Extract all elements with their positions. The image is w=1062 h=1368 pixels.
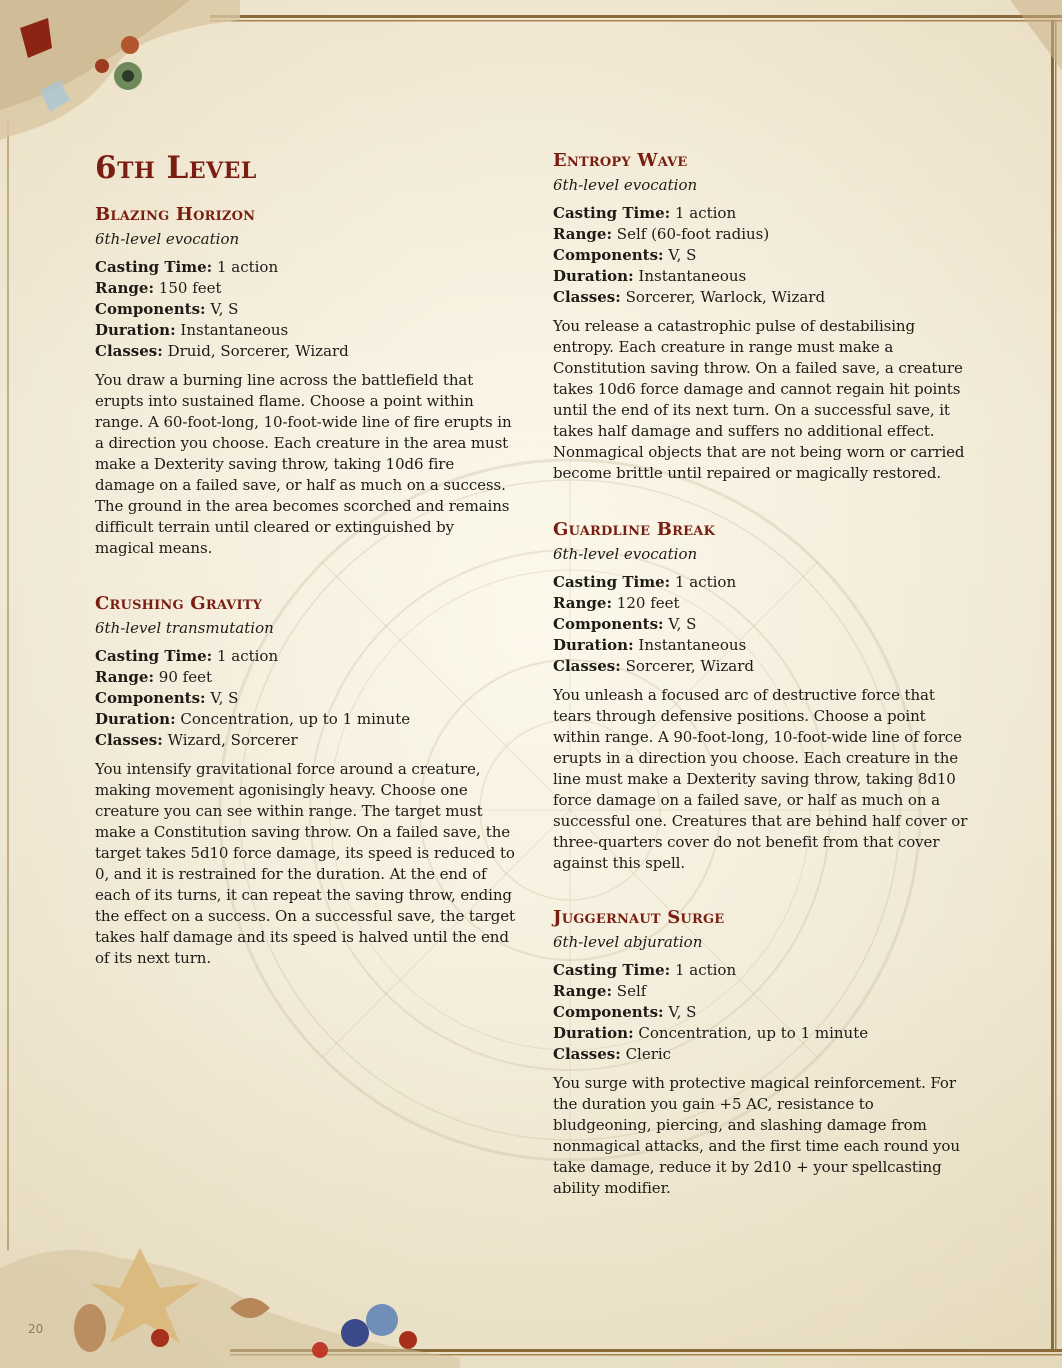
spell-description: You release a catastrophic pulse of destabilising entropy. Each creature in range must make a Constitution saving throw. On a failed save, a creature takes 10d6 force damage and cannot regain hit points until the end of its next turn. On a successful save, it takes half damage and suffers no additional effect. Nonmagical objects that are not being worn or carried become brittle until repaired or magically restored.: [553, 317, 965, 482]
spell-entropy-wave: [553, 149, 973, 484]
stat-label: Casting Time:: [553, 573, 671, 591]
stat-label: Classes:: [553, 288, 621, 306]
page-number: 20: [28, 1322, 44, 1336]
stat-label: Classes:: [95, 342, 163, 360]
spell-name: Guardline Break: [553, 519, 716, 540]
stat-label: Components:: [95, 689, 206, 707]
stat-range: [553, 593, 973, 614]
spell-name: Blazing Horizon: [95, 204, 256, 225]
stat-components: [553, 614, 973, 635]
stat-label: Classes:: [95, 731, 163, 749]
stat-label: Components:: [553, 1003, 664, 1021]
stat-components: [95, 299, 515, 320]
stat-value: 120 feet: [616, 594, 680, 612]
stat-classes: [95, 730, 515, 751]
stat-label: Casting Time:: [95, 258, 213, 276]
stat-range: [553, 224, 973, 245]
spell-school: 6th-level transmutation: [95, 619, 274, 637]
stat-value: 1 action: [216, 258, 279, 276]
stat-label: Range:: [95, 279, 155, 297]
stat-value: V, S: [210, 689, 239, 707]
stat-range: [553, 981, 973, 1002]
stat-label: Casting Time:: [553, 204, 671, 222]
stat-components: [553, 1002, 973, 1023]
stat-value: Instantaneous: [638, 267, 747, 285]
frame-right-border: [1048, 20, 1058, 1350]
spell-description: You surge with protective magical reinforcement. For the duration you gain +5 AC, resistance to bludgeoning, piercing, and slashing damage from nonmagical attacks, and the first time each round you take damage, reduce it by 2d10 + your spellcasting ability modifier.: [553, 1074, 960, 1197]
stat-value: 90 feet: [158, 668, 212, 686]
stat-classes: [553, 1044, 973, 1065]
spell-description: You unleash a focused arc of destructive force that tears through defensive positions. Choose a point within range. A 90-foot-long, 10-foot-wide line of force erupts in a direction you choose. Each creature in the line must make a Dexterity saving throw, taking 8d10 force damage on a failed save, or half as much on a successful one. Creatures that are behind half cover or three-quarters cover do not benefit from that cover against this spell.: [553, 686, 968, 872]
spell-description: You draw a burning line across the battlefield that erupts into sustained flame. Choose a point within range. A 60-foot-long, 10-foot-wide line of fire erupts in a direction you choose. Each creature in the area must make a Dexterity saving throw, taking 10d6 fire damage on a failed save, or half as much on a success. The ground in the area becomes scorched and remains difficult terrain until cleared or extinguished by magical means.: [95, 371, 512, 557]
spell-crushing-gravity: [95, 592, 515, 969]
spell-name: Entropy Wave: [553, 150, 688, 171]
stat-label: Range:: [95, 668, 155, 686]
spell-school: 6th-level abjuration: [553, 933, 703, 951]
stat-value: Concentration, up to 1 minute: [638, 1024, 869, 1042]
stat-value: Self (60-foot radius): [616, 225, 770, 243]
stat-value: Concentration, up to 1 minute: [180, 710, 411, 728]
stat-value: V, S: [668, 615, 697, 633]
stat-label: Range:: [553, 225, 613, 243]
stat-value: 1 action: [216, 647, 279, 665]
stat-value: 1 action: [674, 573, 737, 591]
stat-value: Wizard, Sorcerer: [167, 731, 298, 749]
stat-value: 1 action: [674, 204, 737, 222]
bottom-left-floral-ornament: [0, 1228, 460, 1368]
stat-value: 150 feet: [158, 279, 222, 297]
stat-value: Cleric: [625, 1045, 672, 1063]
stat-label: Duration:: [553, 1024, 634, 1042]
stat-range: [95, 667, 515, 688]
spell-school: 6th-level evocation: [95, 230, 240, 248]
stat-value: V, S: [668, 1003, 697, 1021]
stat-label: Components:: [95, 300, 206, 318]
stat-label: Duration:: [95, 321, 176, 339]
spell-description: You intensify gravitational force around a creature, making movement agonisingly heavy. Choose one creature you can see within range. The target must make a Constitution saving throw. On a failed save, the target takes 5d10 force damage, its speed is reduced to 0, and it is restrained for the duration. At the end of each of its turns, it can repeat the saving throw, ending the effect on a success. On a successful save, the target takes half damage and its speed is halved until the end of its next turn.: [95, 760, 515, 967]
stat-label: Range:: [553, 982, 613, 1000]
stat-classes: [95, 341, 515, 362]
spell-name: Crushing Gravity: [95, 593, 263, 614]
stat-classes: [553, 656, 973, 677]
stat-value: 1 action: [674, 961, 737, 979]
stat-components: [95, 688, 515, 709]
frame-left-border: [4, 120, 14, 1250]
stat-classes: [553, 287, 973, 308]
stat-casting-time: [553, 203, 973, 224]
stat-label: Components:: [553, 615, 664, 633]
stat-casting-time: [553, 572, 973, 593]
stat-label: Duration:: [95, 710, 176, 728]
stat-casting-time: [95, 646, 515, 667]
spell-guardline-break: [553, 518, 973, 874]
stat-duration: [95, 709, 515, 730]
top-right-corner-ornament: [990, 0, 1062, 80]
stat-label: Components:: [553, 246, 664, 264]
spell-school: 6th-level evocation: [553, 176, 698, 194]
spell-school: 6th-level evocation: [553, 545, 698, 563]
stat-duration: [553, 266, 973, 287]
stat-value: Sorcerer, Wizard: [625, 657, 754, 675]
stat-range: [95, 278, 515, 299]
stat-label: Duration:: [553, 267, 634, 285]
top-left-gem-ornament: [0, 0, 240, 140]
stat-label: Duration:: [553, 636, 634, 654]
stat-value: Sorcerer, Warlock, Wizard: [625, 288, 826, 306]
stat-label: Range:: [553, 594, 613, 612]
stat-label: Casting Time:: [95, 647, 213, 665]
stat-label: Classes:: [553, 1045, 621, 1063]
stat-casting-time: [95, 257, 515, 278]
stat-casting-time: [553, 960, 973, 981]
stat-label: Casting Time:: [553, 961, 671, 979]
spell-juggernaut-surge: [553, 906, 973, 1199]
chapter-title: 6th Level: [95, 150, 257, 186]
spell-name: Juggernaut Surge: [553, 907, 725, 928]
stat-duration: [553, 1023, 973, 1044]
stat-value: V, S: [210, 300, 239, 318]
stat-duration: [553, 635, 973, 656]
spell-blazing-horizon: [95, 203, 515, 559]
stat-components: [553, 245, 973, 266]
stat-value: V, S: [668, 246, 697, 264]
stat-value: Druid, Sorcerer, Wizard: [167, 342, 349, 360]
stat-value: Self: [616, 982, 647, 1000]
frame-top-border: [210, 12, 1062, 26]
stat-label: Classes:: [553, 657, 621, 675]
stat-value: Instantaneous: [638, 636, 747, 654]
stat-value: Instantaneous: [180, 321, 289, 339]
stat-duration: [95, 320, 515, 341]
